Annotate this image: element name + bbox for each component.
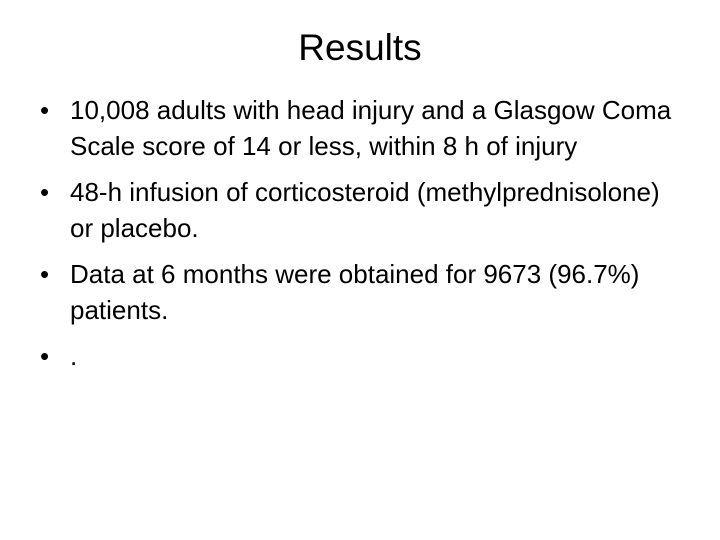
- bullet-item: [36, 256, 676, 328]
- slide-title: Results: [298, 27, 422, 68]
- bullet-item: [36, 174, 676, 246]
- bullet-icon: •: [40, 177, 50, 207]
- bullet-text: Data at 6 months were obtained for 9673 (96.7%) patients.: [70, 259, 640, 325]
- bullet-text: 48-h infusion of corticosteroid (methylprednisolone) or placebo.: [70, 177, 660, 243]
- bullet-icon: •: [40, 259, 50, 289]
- bullet-icon: •: [40, 95, 50, 125]
- bullet-text: .: [70, 341, 78, 371]
- bullet-icon: •: [40, 341, 50, 371]
- bullet-text: 10,008 adults with head injury and a Glasgow Coma Scale score of 14 or less, within 8 h of injury: [70, 95, 672, 161]
- bullet-item: [36, 92, 676, 164]
- bullet-list: [36, 92, 676, 384]
- bullet-item: [36, 338, 676, 374]
